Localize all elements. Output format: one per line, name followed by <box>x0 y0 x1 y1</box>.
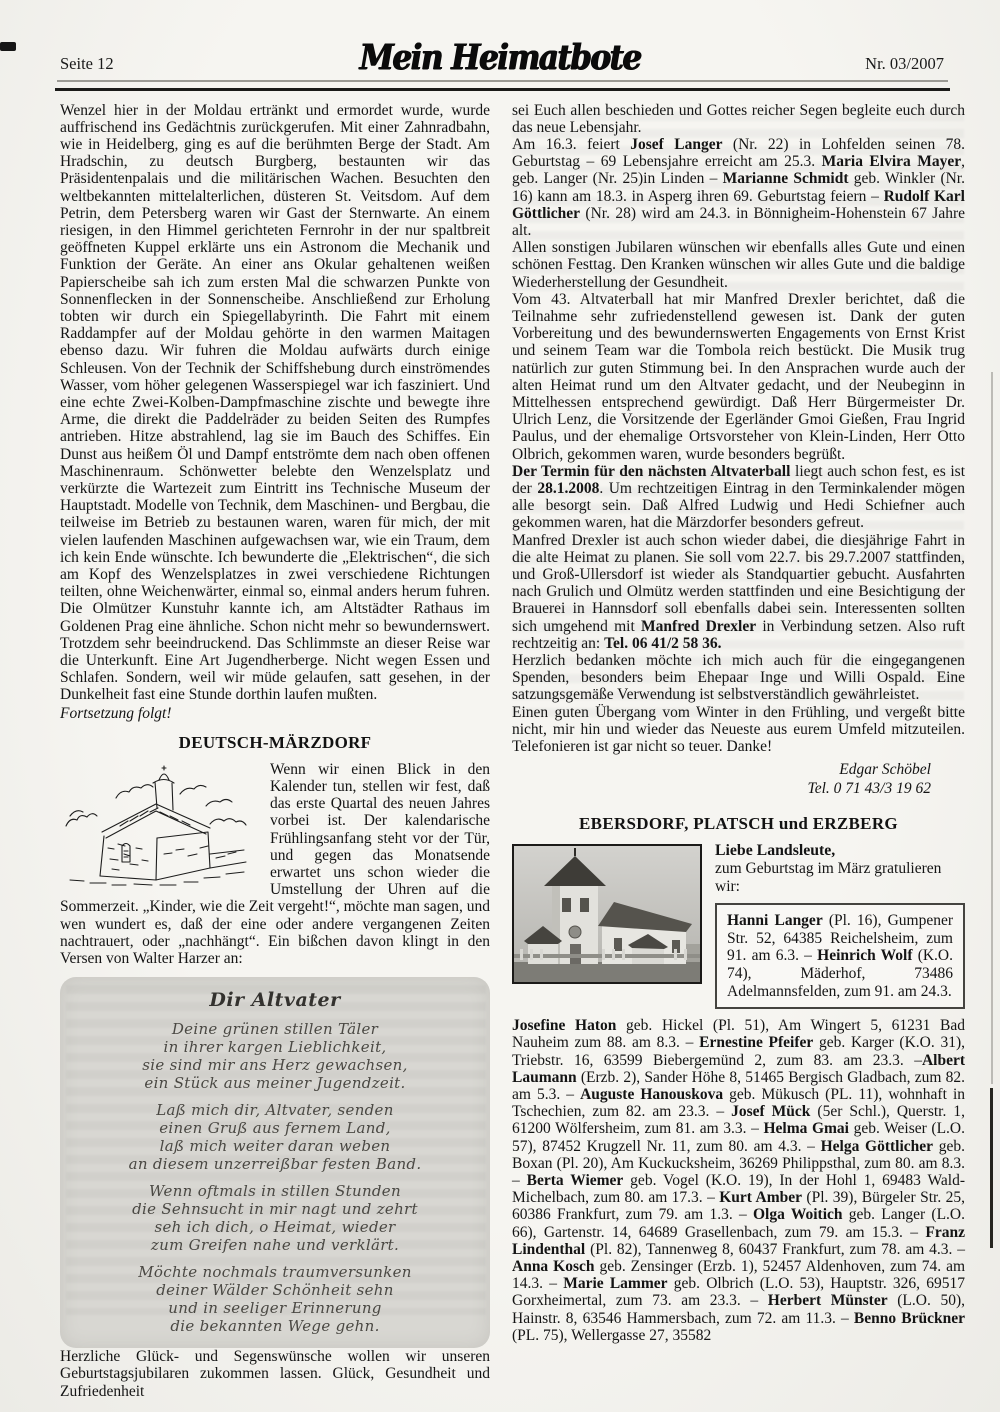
poem-line: ein Stück aus meiner Jugendzeit. <box>144 1074 406 1093</box>
birthday-list-paragraph: Josefine Haton geb. Hickel (Pl. 51), Am Wingert 5, 61231 Bad Nauheim zum 88. am 8.3. – Ernestine Pfeifer geb. Karger (K.O. 31), Triebstr. 16, 63599 Biebergemünd 2, zum 83. am 23.3. –Albert Laumann (Erzb. 2), Sander Höhe 8, 51465 Bergisch Gladbach, zum 82. am 5.3. – Auguste Hanouskova geb. Mükusch (PL. 11), wohnhaft in Tschechien, zum 82. am 23.3. – Josef Mück (5er Schl.), Querstr. 1, 61200 Wölfersheim, zum 81. am 3.3. – Helma Gmai geb. Weiser (L.O. 57), 87452 Krugzell Nr. 11, zum 80. am 4.3. – Helga Göttlicher geb. Boxan (Pl. 20), Am Kuckucksheim, 36269 Philippsthal, zum 80. am 8.3. – Berta Wiemer geb. Vogel (K.O. 19), In der Hohl 1, 69483 Wald-Michelbach, zum 80. am 17.3. – Kurt Amber (Pl. 39), Bürgeler Str. 25, 60386 Frankfurt, zum 79. am 1.3. – Olga Woitich geb. Langer (L.O. 66), Gartenstr. 14, 64689 Grasellenbach, zum 79. am 15.3. – Franz Lindenthal (Pl. 82), Tannenweg 8, 60437 Frankfurt, zum 78. am 4.3. – Anna Kosch geb. Zensinger (Erzb. 1), 52457 Aldenhoven, zum 74. am 14.3. – Marie Lammer geb. Olbrich (L.O. 53), Hauptstr. 326, 69517 Gorxheimertal, zum 73. am 23.3. – Herbert Münster (L.O. 50), Hainstr. 8, 63546 Hammersbach, zum 72. am 11.3. – Benno Brückner (PL. 75), Wellergasse 27, 35582 <box>512 1017 966 1344</box>
fahrt-paragraph: Manfred Drexler ist auch schon wieder dabei, die diesjährige Fahrt in die alte Heimat zu planen. Sie soll vom 22.7. bis 29.7.2007 stattfinden, und Groß-Ullersdorf ist wieder als Standquartier gebucht. Ausfahrten nach Grulich und Olmütz werden stattfinden und eine Besichtigung der Brauerei in Hannsdorf soll ebenfalls dabei sein. Interessenten sollten sich umgehend mit Manfred Drexler in Verbindung setzen. Also ruft rechtzeitig an: Tel. 06 41/2 58 36. <box>512 531 965 652</box>
poem-line: Wenn oftmals in stillen Stunden <box>149 1182 401 1201</box>
poem-line: zum Greifen nahe und verklärt. <box>150 1236 400 1255</box>
poem-line: Laß mich dir, Altvater, senden <box>156 1101 394 1120</box>
ebersdorf-section <box>512 842 965 1009</box>
wishes-paragraph: Allen sonstigen Jubilaren wünschen wir ebenfalls alles Gute und einen schönen Festtag. Den Kranken wünschen wir alles Gute und die baldige Wiederherstellung der Gesundheit. <box>512 239 965 291</box>
bleedthrough-artifact <box>66 985 486 1318</box>
greeting-title: Liebe Landsleute, <box>715 842 836 860</box>
issue-number: Nr. 03/2007 <box>865 54 944 73</box>
scan-line <box>991 372 993 1084</box>
highlight-box: Hanni Langer (Pl. 16), Gumpener Str. 52, 64385 Reichelsheim, zum 91. am 6.3. – Heinrich Wolf (K.O. 74), Mäderhof, 73486 Adelmannsfelden, zum 91. am 24.3. <box>715 903 965 1009</box>
altvaterball-paragraph: Vom 43. Altvaterball hat mir Manfred Drexler berichtet, daß die Teilnahme sehr zufriedenstellend gewesen ist. Dank der guten Vorbereitung und des bewundernswerten Engagements von Ernst Krist und seinem Team war die Tombola reich bestückt. Die Musik trug natürlich zur guten Stimmung bei. In den Ansprachen wurde auch der alten Heimat rund um den Altvater gedacht, und der Neubeginn in Mittelhessen entsprechend gewürdigt. Daß Herr Bürgermeister Dr. Ulrich Lenz, die Vorsitzende der Egerländer Gmoi Gießen, Frau Ingrid Paulus, und der ehemalige Ortsvorsteher von Klein-Linden, Herr Otto Olbrich, gekommen waren, wurde besonders begrüßt. <box>512 290 965 463</box>
poem-line: sie sind mir ans Herz gewachsen, <box>142 1056 408 1075</box>
uebergang-paragraph: Einen guten Übergang vom Winter in den Frühling, und vergeßt bitte nicht, mir hin und wieder das Neueste aus eurem Umfeld mitzuteilen. Telefonieren ist gar nicht so teuer. Danke! <box>512 703 965 756</box>
poem-line: Deine grünen stillen Täler <box>171 1020 379 1039</box>
article-continuation-paragraph: Wenzel hier in der Moldau ertränkt und ermordet wurde, wurde auffrischend ins Gedächtnis zurückgerufen. Mit einer Zahnradbahn, wie in Heidelberg, ging es auf die berühmten Berge der Stadt. Am Hradschin, zu deutsch Burgberg, bestaunten wir das Präsidentenpalais und die militärischen Wachen. Besuchten den weltbekannten mittelalterlichen, düsteren St. Veitsdom. Auf dem Petrin, dem Petersberg waren wir Gast der Sternwarte. An einem riesigen, in den Himmel gerichteten Fernrohr in der nur spaltbreit geöffneten Kuppel erklärte uns ein Astronom die Mechanik und Funktion der Geräte. An einer ans Okular gehaltenen weißen Papierscheibe sah ich zum ersten Mal die schwarzen Punkte von Sonnenflecken in der Sonnenscheibe. Anschließend zur Erholung tobten wir durch ein Spiegellabyrinth. Die Fahrt mit einem Raddampfer auf der Moldau gehörte in den warmen Maitagen ebenso dazu. Wir fuhren die Moldau aufwärts durch einige Schleusen. Von der Technik der Schiffshebung durch einströmendes Wasser, vom höher gelegenen Wasserspiegel war ich fasziniert. Und eine echte Zwei-Kolben-Dampfmaschine zischte und bewegte ihre Arme, die direkt die Paddelräder zu beiden Seiten des Rumpfes antrieben. Hitze abstrahlend, lag sie im Bauch des Schiffes. Ein Dunst aus heißem Öl und Dampf entströmte dem nach oben offenen Maschinenraum. Schönwetter belebte den Wenzelsplatz und verkürzte die Wartezeit zum Eintritt ins Technische Museum der Hauptstadt. Modelle von Technik, dem Maschinen- und Bergbau, die teilweise im Betrieb zu bestaunen waren, waren für mich, der mit vielen laufenden Maschinen aufgewachsen war, wie ein Traum, dem ich kein Ende wünschte. Ich bewunderte die „Elektrischen“, die sich am Kopf des Wenzelsplatzes in zwei verschiedene Richtungen teilten, ohne Weichenwärter, einmal so, einmal anders herum fuhren. Die Olmützer Kunstuhr kannte ich, am Altstädter Rathaus im Goldenen Prag eine ähnliche. Schon nicht mehr so bewundernswert. Trotzdem sehr beeindruckend. Das Schlimmste an dieser Reise war die Unterkunft. Eine Art Jugendherberge. Nicht wegen Essen und Schlafen. Sondern, weil wir müde gelaufen, satt gesehen, in der Dunkelheit fast eine Stunde dorthin laufen mußten. <box>60 101 490 704</box>
section-heading-maerzdorf: DEUTSCH-MÄRZDORF <box>178 732 372 752</box>
bleedthrough-artifact <box>512 112 964 297</box>
poem-line: an diesem unzerreißbar festen Band. <box>128 1155 422 1174</box>
page-number: Seite 12 <box>60 54 114 73</box>
poem-line: deiner Wälder Schönheit sehn <box>156 1281 394 1300</box>
poem-line: und in seeliger Erinnerung <box>168 1299 382 1318</box>
poem-line: in ihrer kargen Lieblichkeit, <box>163 1038 387 1057</box>
header-rule-thin <box>57 80 948 82</box>
spenden-paragraph: Herzlich bedanken möchte ich mich auch für die eingegangenen Spenden, besonders beim Ehepaar Inge und Willi Ospald. Eine satzungsgemäße Verwendung ist selbstverständlich gewährleistet. <box>512 652 965 704</box>
ebersdorf-greeting <box>715 842 965 1009</box>
church-photo-image <box>512 844 702 984</box>
section-heading-ebersdorf: EBERSDORF, PLATSCH und ERZBERG <box>579 814 898 834</box>
signature-block <box>512 761 965 798</box>
continuation-note: Fortsetzung folgt! <box>60 704 172 722</box>
termin-paragraph: Der Termin für den nächsten Altvaterball liegt auch schon fest, es ist der 28.1.2008. Um rechtzeitigen Eintrag in den Terminkalender mögen alle besorgt sein. Daß Alfred Ludwig und Hedi Schiefner auch gekommen waren, hat die Märzdorfer besonders gefreut. <box>512 462 966 532</box>
header-rule-thick <box>55 88 950 91</box>
poem-line: einen Gruß aus fernem Land, <box>159 1119 391 1138</box>
poem-line: die Sehnsucht in mir nagt und zehrt <box>132 1200 418 1219</box>
church-photo <box>512 844 702 984</box>
maerzdorf-section <box>60 761 490 967</box>
poem-line: laß mich weiter daran weben <box>159 1137 391 1156</box>
birthday-intro-paragraph: sei Euch allen beschieden und Gottes reicher Segen begleite euch durch das neue Lebensjahr. <box>512 101 965 136</box>
signature-name: Edgar Schöbel <box>839 761 931 779</box>
church-sketch-icon <box>60 764 260 889</box>
scan-line <box>990 1088 993 1248</box>
poem-line: die bekannten Wege gehn. <box>170 1317 380 1336</box>
birthday-names-paragraph: Am 16.3. feiert Josef Langer (Nr. 22) in Lohfelden seinen 78. Geburtstag – 69 Lebensjahre erreicht am 25.3. Maria Elvira Mayer, geb. Langer (Nr. 25)in Linden – Marianne Schmidt geb. Winkler (Nr. 16) kann am 18.3. in Asperg ihren 69. Geburtstag feiern – Rudolf Karl Göttlicher (Nr. 28) wird am 24.3. in Bönnigheim-Hohenstein 67 Jahre alt. <box>512 135 965 239</box>
church-sketch-illustration <box>60 764 260 889</box>
bleedthrough-artifact <box>512 470 964 720</box>
poem-line: seh ich dich, o Heimat, wieder <box>154 1218 396 1237</box>
page-header <box>0 0 1000 78</box>
poem-title: Dir Altvater <box>209 989 341 1012</box>
poem-line: Möchte nochmals traumversunken <box>138 1263 412 1282</box>
signature-phone: Tel. 0 71 43/3 19 62 <box>807 779 931 797</box>
maerzdorf-paragraph: Wenn wir einen Blick in den Kalender tun, stellen wir fest, daß das erste Quartal des neuen Jahres vorbei ist. Der kalendarische Frühlingsanfang steht vor der Tür, und gegen das Monatsende erwartet uns schon wieder die Umstellung der Uhren auf die Sommerzeit. „Kinder, wie die Zeit vergeht!“, möchte man sagen, und wen wundert es, daß der eine oder andere vergangenen Zeiten nachtrauert, oder „nachhängt“. Ein bißchen davon klingt in den Versen von Walter Harzer an: <box>60 760 490 968</box>
closing-paragraph: Herzliche Glück- und Segenswünsche wollen wir unseren Geburtstagsjubilaren zukommen lassen. Glück, Gesundheit und Zufriedenheit <box>60 1348 490 1400</box>
masthead-logo: Mein Heimatbote <box>359 37 641 79</box>
greeting-text: zum Geburtstag im März gratulieren wir: <box>715 860 942 896</box>
